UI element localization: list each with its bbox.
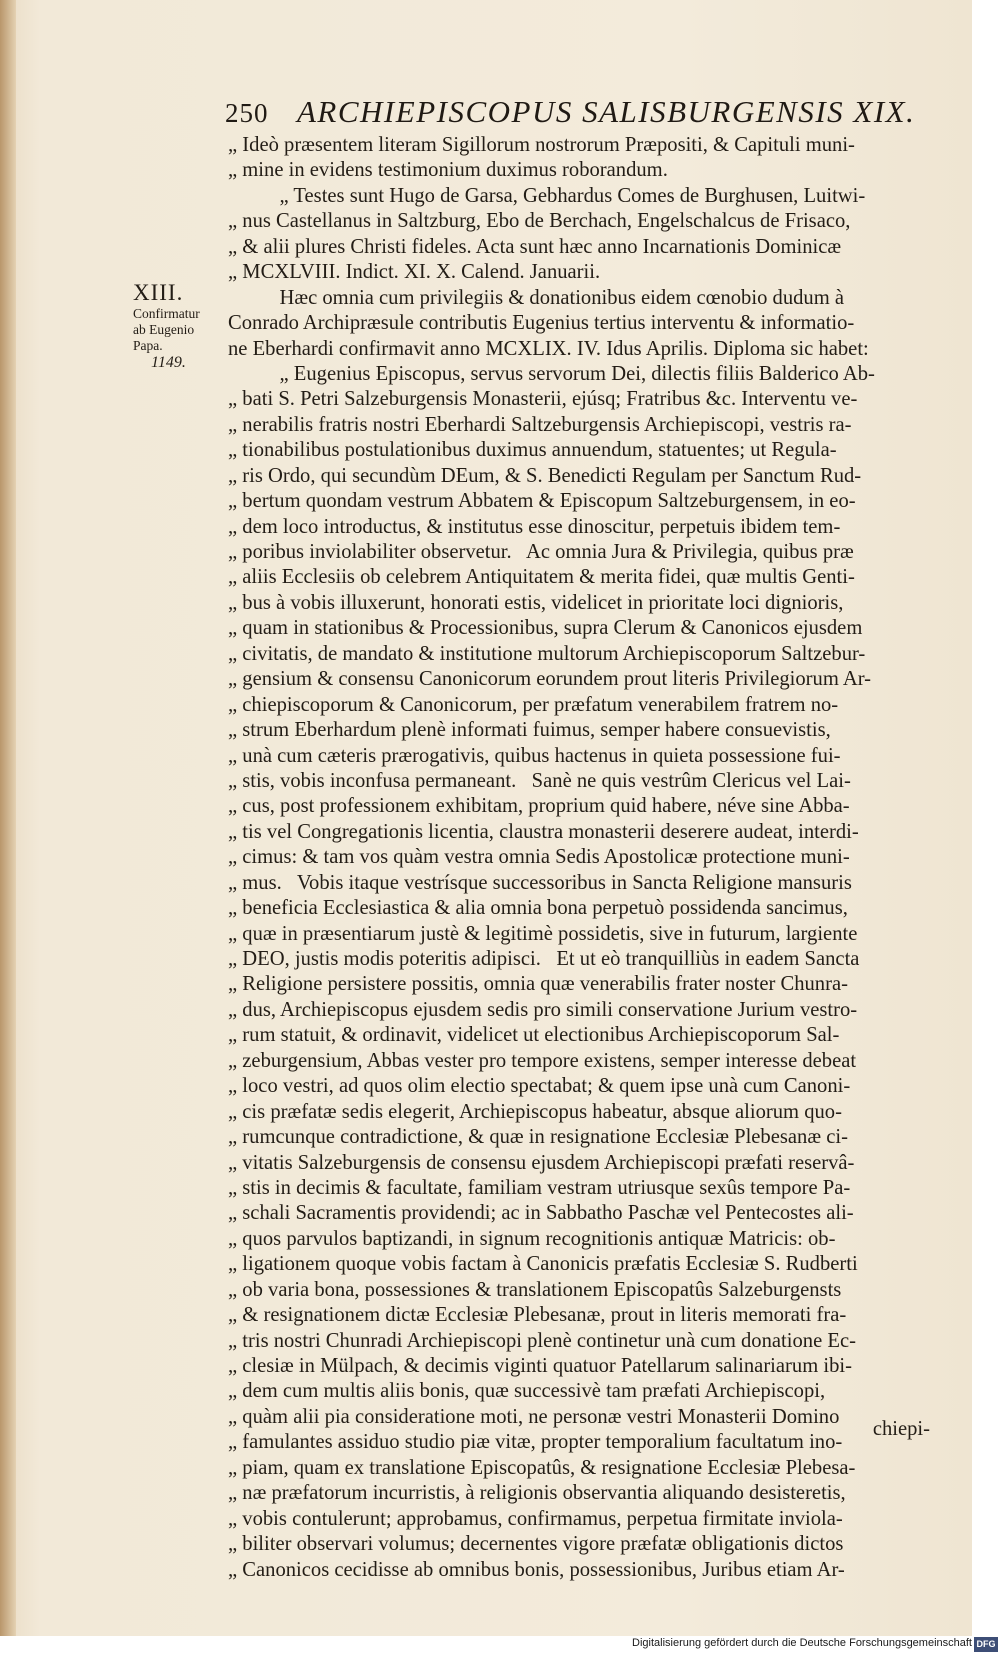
margin-note-year: 1149. <box>151 354 186 371</box>
text-line: „ loco vestri, ad quos olim electio spectabat; & quem ipse unà cum Canoni- <box>228 1075 851 1098</box>
text-line: „ gensium & consensu Canonicorum eorundem prout literis Privilegiorum Ar- <box>228 668 872 691</box>
text-line: „ vobis contulerunt; approbamus, confirmamus, perpetua firmitate inviola- <box>228 1507 843 1530</box>
text-line: „ cimus: & tam vos quàm vestra omnia Sedis Apostolicæ protectione muni- <box>228 846 850 869</box>
text-line: „ famulantes assiduo studio piæ vitæ, propter temporalium facultatum ino- <box>228 1431 843 1454</box>
text-line: „ rumcunque contradictione, & quæ in resignatione Ecclesiæ Plebesanæ ci- <box>228 1126 848 1149</box>
text-line: „ beneficia Ecclesiastica & alia omnia bona perpetuò possidenda sancimus, <box>228 897 848 920</box>
text-line: „ tris nostri Chunradi Archiepiscopi plenè continetur unà cum donatione Ec- <box>228 1329 856 1352</box>
text-line: „ aliis Ecclesiis ob celebrem Antiquitatem & merita fidei, quæ multis Genti- <box>228 566 855 589</box>
text-line: ne Eberhardi confirmavit anno MCXLIX. IV. Idus Aprilis. Diploma sic habet: <box>228 337 869 360</box>
running-title: ARCHIEPISCOPUS SALISBURGENSIS XIX. <box>297 94 916 129</box>
text-line: „ cus, post professionem exhibitam, proprium quid habere, néve sine Abba- <box>228 795 850 818</box>
text-line: „ quæ in præsentiarum justè & legitimè possidetis, sive in futurum, largiente <box>228 922 858 945</box>
text-line: „ bertum quondam vestrum Abbatem & Episcopum Saltzeburgensem, in eo- <box>228 490 856 513</box>
dfg-logo-icon: DFG <box>974 1637 998 1652</box>
text-line: „ clesiæ in Mülpach, & decimis viginti quatuor Patellarum salinariarum ibi- <box>228 1355 852 1377</box>
text-line: „ Eugenius Episcopus, servus servorum Dei, dilectis filiis Balderico Ab- <box>228 362 875 385</box>
page-number: 250 <box>225 98 269 128</box>
margin-note <box>133 280 221 372</box>
text-line: „ biliter observari volumus; decernentes vigore præfatæ obligationis dictos <box>228 1533 844 1556</box>
text-line: „ ob varia bona, possessiones & translationem Episcopatûs Salzeburgensts <box>228 1278 842 1301</box>
text-line: „ Ideò præsentem literam Sigillorum nostrorum Præpositi, & Capituli muni- <box>228 134 855 156</box>
text-line: „ Canonicos cecidisse ab omnibus bonis, possessionibus, Juribus etiam Ar- <box>228 1558 845 1581</box>
text-line: „ quam in stationibus & Processionibus, supra Clerum & Canonicos ejusdem <box>228 617 863 640</box>
text-line: „ stis in decimis & facultate, familiam vestram utriusque sexûs tempore Pa- <box>228 1176 851 1199</box>
text-line: „ unà cum cæteris prærogativis, quibus hactenus in quieta possessione fui- <box>228 744 841 767</box>
text-line: „ tionabilibus postulationibus duximus annuendum, statuentes; ut Regula- <box>228 439 837 462</box>
text-line: „ bati S. Petri Salzeburgensis Monasterii, ejúsq; Fratribus &c. Interventu ve- <box>228 388 858 411</box>
margin-note-line: Confirmatur <box>133 306 200 321</box>
text-line: „ & resignationem dictæ Ecclesiæ Plebesanæ, prout in literis memorati fra- <box>228 1304 847 1327</box>
text-line: „ nerabilis fratris nostri Eberhardi Saltzeburgensis Archiepiscopi, vestris ra- <box>228 413 852 436</box>
text-line: „ dem loco introductus, & institutus esse dinoscitur, perpetuis ibidem tem- <box>228 515 841 538</box>
text-line: „ quàm alii pia consideratione moti, ne personæ vestri Monasterii Domino <box>228 1405 840 1428</box>
margin-note-number: XIII. <box>133 280 184 305</box>
text-line: „ næ præfatorum incurristis, à religionis observantia aliquando desisteretis, <box>228 1482 846 1505</box>
text-line: „ mine in evidens testimonium duximus roborandum. <box>228 159 668 182</box>
text-line: „ dus, Archiepiscopus ejusdem sedis pro simili conservatione Jurium vestro- <box>228 998 858 1021</box>
text-line: Hæc omnia cum privilegiis & donationibus eidem cœnobio dudum à <box>228 286 845 309</box>
text-line: „ chiepiscoporum & Canonicorum, per præfatum venerabilem fratrem no- <box>228 693 839 716</box>
text-line: „ Religione persistere possitis, omnia quæ venerabilis frater noster Chunra- <box>228 973 848 996</box>
text-line: „ ligationem quoque vobis factam à Canonicis præfatis Ecclesiæ S. Rudberti <box>228 1253 858 1276</box>
digitization-credit: Digitalisierung gefördert durch die Deutsche Forschungsgemeinschaft <box>632 1637 972 1649</box>
text-line: „ piam, quam ex translatione Episcopatûs, & resignatione Ecclesiæ Plebesa- <box>228 1456 856 1479</box>
catchword: chiepi- <box>872 1418 930 1440</box>
text-line: „ MCXLVIII. Indict. XI. X. Calend. Januarii. <box>228 261 601 284</box>
text-line: „ cis præfatæ sedis elegerit, Archiepiscopus habeatur, absque aliorum quo- <box>228 1100 842 1123</box>
margin-note-line: ab Eugenio <box>133 322 195 337</box>
text-line: „ bus à vobis illuxerunt, honorati estis, videlicet in prioritate loci dignioris, <box>228 591 844 614</box>
text-line: „ quos parvulos baptizandi, in signum recognitionis antiquæ Matricis: ob- <box>228 1227 836 1250</box>
text-line: „ stis, vobis inconfusa permaneant. Sanè ne quis vestrûm Clericus vel Lai- <box>228 769 851 792</box>
text-line: „ Testes sunt Hugo de Garsa, Gebhardus Comes de Burghusen, Luitwi- <box>228 184 866 207</box>
page-header <box>225 94 925 134</box>
text-line: „ schali Sacramentis providendi; ac in Sabbatho Paschæ vel Pentecostes ali- <box>228 1202 854 1225</box>
text-line: „ nus Castellanus in Saltzburg, Ebo de Berchach, Engelschalcus de Frisaco, <box>228 210 851 233</box>
text-line: „ DEO, justis modis poteritis adipisci. Et ut eò tranquilliùs in eadem Sancta <box>228 948 860 970</box>
text-line: „ tis vel Congregationis licentia, claustra monasterii deserere audeat, interdi- <box>228 820 859 843</box>
text-line: „ zeburgensium, Abbas vester pro tempore existens, semper interesse debeat <box>228 1049 857 1072</box>
margin-note-line: Papa. <box>133 338 163 353</box>
text-line: „ rum statuit, & ordinavit, videlicet ut electionibus Archiepiscoporum Sal- <box>228 1024 840 1047</box>
text-line: „ ris Ordo, qui secundùm DEum, & S. Benedicti Regulam per Sanctum Rud- <box>228 464 862 487</box>
text-line: „ poribus inviolabiliter observetur. Ac omnia Jura & Privilegia, quibus præ <box>228 541 854 563</box>
footer-bar <box>0 1636 1000 1655</box>
page-binding-shadow <box>0 0 16 1636</box>
text-line: „ civitatis, de mandato & institutione multorum Archiepiscoporum Saltzebur- <box>228 642 866 665</box>
text-line: Conrado Archipræsule contributis Eugenius tertius interventu & informatio- <box>228 312 855 335</box>
text-line: „ & alii plures Christi fideles. Acta sunt hæc anno Incarnationis Dominicæ <box>228 235 842 258</box>
text-line: „ vitatis Salzeburgensis de consensu ejusdem Archiepiscopi præfati reservâ- <box>228 1151 855 1174</box>
text-line: „ dem cum multis aliis bonis, quæ successivè tam præfati Archiepiscopi, <box>228 1380 826 1403</box>
text-line: „ mus. Vobis itaque vestrísque successoribus in Sancta Religione mansuris <box>228 871 852 894</box>
main-text-block <box>228 133 930 1583</box>
text-line: „ strum Eberhardum plenè informati fuimus, semper habere consuevistis, <box>228 719 831 742</box>
